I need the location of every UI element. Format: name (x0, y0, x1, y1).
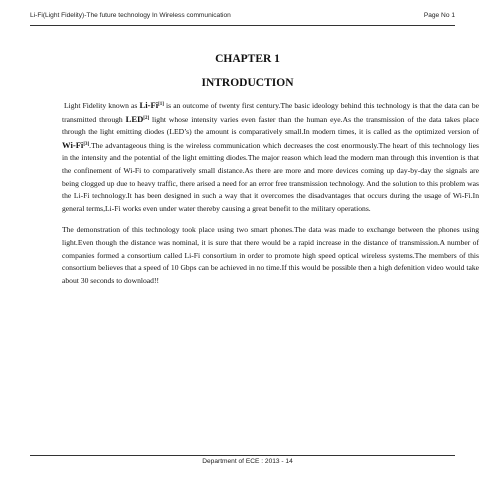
keyword-led-text: LED (125, 113, 144, 124)
header-title: Li-Fi(Light Fidelity)-The future technology In Wireless communication (30, 12, 231, 19)
keyword-led (126, 114, 150, 124)
chapter-title: INTRODUCTION (201, 77, 294, 89)
footer-divider (30, 455, 455, 456)
header-divider (30, 25, 455, 26)
paragraph-2: The demonstration of this technology took place using two smart phones.The data was made to exchange between the phones using light.Even though the distance was nominal, it is sure that there would be a rapid increase in the distance of transmission.A number of companies formed a consortium called Li-Fi consortium in order to promote high speed optical wireless systems.The members of this consortium believes that a speed of 10 Gbps can be achieved in no time.If this would be possible then a high defenition video would take about 30 seconds to download!! (62, 225, 479, 285)
citation-1: [1] (158, 102, 164, 107)
keyword-lifi-text: Li-Fi (139, 100, 159, 110)
body-text (62, 99, 479, 287)
paragraph-1-text-3: light whose intensity varies even faster than the human eye.As the transmission of the data takes place through the light emitting diodes (LED’s) the amount is comparatively small.In modern times, it is called as the optimized version of (62, 114, 479, 137)
paragraph-1-text-2: is an outcome of twenty first century.The basic ideology behind this technology is that the data can be transmitted through (62, 101, 479, 124)
citation-3: [3] (83, 141, 90, 147)
keyword-lifi (139, 100, 163, 110)
paragraph-1 (62, 99, 479, 215)
citation-2: [2] (143, 115, 150, 121)
chapter-label: CHAPTER 1 (215, 53, 280, 65)
paragraph-1-text-4: .The advantageous thing is the wireless communication which decreases the cost enormously.The heart of this technology lies in the intensity and the potential of the light emitting diodes.The major reason which lead the modern man through this invention is that the confinement of Wi-Fi to comparatively small distance.As there are more and more devices coming up day-by-day the signals are being clogged up due to heavy traffic, there arised a need for an error free transmission technology. And the solution to this problem was the Li-Fi technology.It has been designed in such a way that it overcomes the disadvantages that occurs during the usage of Wi-Fi.In general terms,Li-Fi works even under water thereby causing a great benefit to the military operations. (62, 140, 479, 213)
keyword-wifi-text: Wi-Fi (62, 139, 84, 150)
keyword-wifi (62, 140, 89, 150)
paragraph-1-text-1: Light Fidelity known as (64, 101, 140, 110)
page-number: Page No 1 (423, 12, 455, 19)
page-footer: Department of ECE : 2013 - 14 (202, 458, 293, 465)
